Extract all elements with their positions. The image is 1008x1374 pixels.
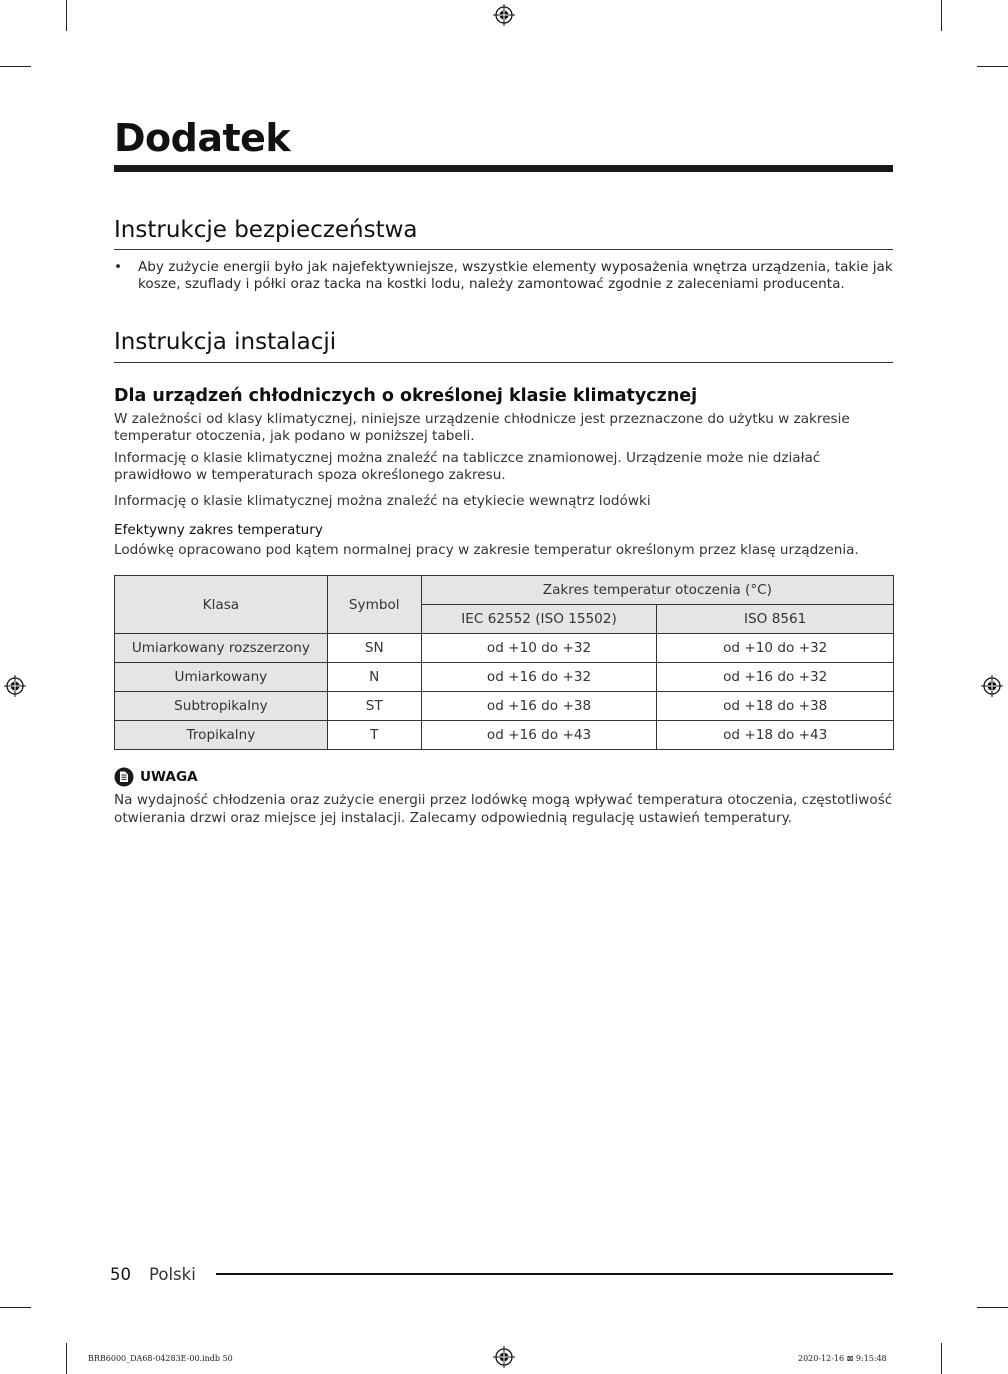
title-rule <box>114 165 893 172</box>
cell-iso: od +10 do +32 <box>657 634 894 663</box>
registration-mark-icon <box>4 675 26 697</box>
registration-mark-icon <box>981 675 1003 697</box>
page-title: Dodatek <box>114 116 291 160</box>
bullet-item: • Aby zużycie energii było jak najefektywniejsze, wszystkie elementy wyposażenia wnętrza urządzenia, takie jak kosze, szuflady i półki oraz tacka na kostki lodu, należy zamontować zgodnie z zaleceniami producenta. <box>114 259 893 293</box>
cell-symbol: ST <box>327 692 421 721</box>
cell-symbol: SN <box>327 634 421 663</box>
table-header-row <box>115 576 894 605</box>
cell-symbol: T <box>327 721 421 750</box>
note-icon <box>114 767 134 787</box>
cell-klasa: Umiarkowany <box>115 663 328 692</box>
column-header-klasa: Klasa <box>115 576 328 634</box>
climate-class-subheading: Dla urządzeń chłodniczych o określonej klasie klimatycznej <box>114 386 698 406</box>
paragraph: Informację o klasie klimatycznej można znaleźć na tabliczce znamionowej. Urządzenie może nie działać prawidłowo w temperaturach spoza określonego zakresu. <box>114 450 821 483</box>
cell-iso: od +16 do +32 <box>657 663 894 692</box>
page-number: 50 <box>110 1265 131 1284</box>
cell-klasa: Tropikalny <box>115 721 328 750</box>
crop-mark <box>0 66 31 67</box>
table-row <box>115 692 894 721</box>
crop-mark <box>941 1343 942 1374</box>
cell-iec: od +10 do +32 <box>421 634 657 663</box>
page-language: Polski <box>149 1265 196 1284</box>
cell-iso: od +18 do +38 <box>657 692 894 721</box>
paragraph: W zależności od klasy klimatycznej, niniejsze urządzenie chłodnicze jest przeznaczone do użytku w zakresie temperatur otoczenia, jak podano w poniższej tabeli. <box>114 411 850 444</box>
cell-iec: od +16 do +38 <box>421 692 657 721</box>
footer-rule <box>216 1273 893 1275</box>
registration-mark-icon <box>493 1346 515 1368</box>
cell-iec: od +16 do +32 <box>421 663 657 692</box>
crop-mark <box>0 1307 31 1308</box>
paragraph: Informację o klasie klimatycznej można znaleźć na etykiecie wewnątrz lodówki <box>114 493 651 509</box>
column-header-symbol: Symbol <box>327 576 421 634</box>
crop-mark <box>977 1307 1008 1308</box>
registration-mark-icon <box>493 4 515 26</box>
crop-mark <box>977 66 1008 67</box>
print-slug-timestamp: 2020-12-16 ⊠ 9:15:48 <box>798 1354 887 1363</box>
table-row <box>115 634 894 663</box>
cell-klasa: Subtropikalny <box>115 692 328 721</box>
cell-symbol: N <box>327 663 421 692</box>
installation-heading: Instrukcja instalacji <box>114 329 337 355</box>
table-row <box>115 663 894 692</box>
safety-bullet-list <box>114 259 893 293</box>
section-rule <box>114 249 893 250</box>
crop-mark <box>66 0 67 31</box>
column-header-iec: IEC 62552 (ISO 15502) <box>421 605 657 634</box>
crop-mark <box>66 1343 67 1374</box>
range-label: Efektywny zakres temperatury <box>114 522 323 538</box>
cell-iec: od +16 do +43 <box>421 721 657 750</box>
cell-iso: od +18 do +43 <box>657 721 894 750</box>
cell-klasa: Umiarkowany rozszerzony <box>115 634 328 663</box>
range-text: Lodówkę opracowano pod kątem normalnej pracy w zakresie temperatur określonym przez klasę urządzenia. <box>114 542 859 558</box>
column-header-iso: ISO 8561 <box>657 605 894 634</box>
print-slug-file: BRB6000_DA68-04283E-00.indb 50 <box>88 1354 233 1363</box>
note-title: UWAGA <box>140 769 198 785</box>
section-rule <box>114 362 893 363</box>
column-header-range: Zakres temperatur otoczenia (°C) <box>421 576 893 605</box>
safety-heading: Instrukcje bezpieczeństwa <box>114 217 418 243</box>
note-text: Na wydajność chłodzenia oraz zużycie energii przez lodówkę mogą wpływać temperatura otoczenia, częstotliwość otwierania drzwi oraz miejsce jej instalacji. Zalecamy odpowiednią regulację ustawień temperatury. <box>114 792 893 826</box>
climate-class-table <box>114 575 894 750</box>
crop-mark <box>941 0 942 31</box>
table-row <box>115 721 894 750</box>
